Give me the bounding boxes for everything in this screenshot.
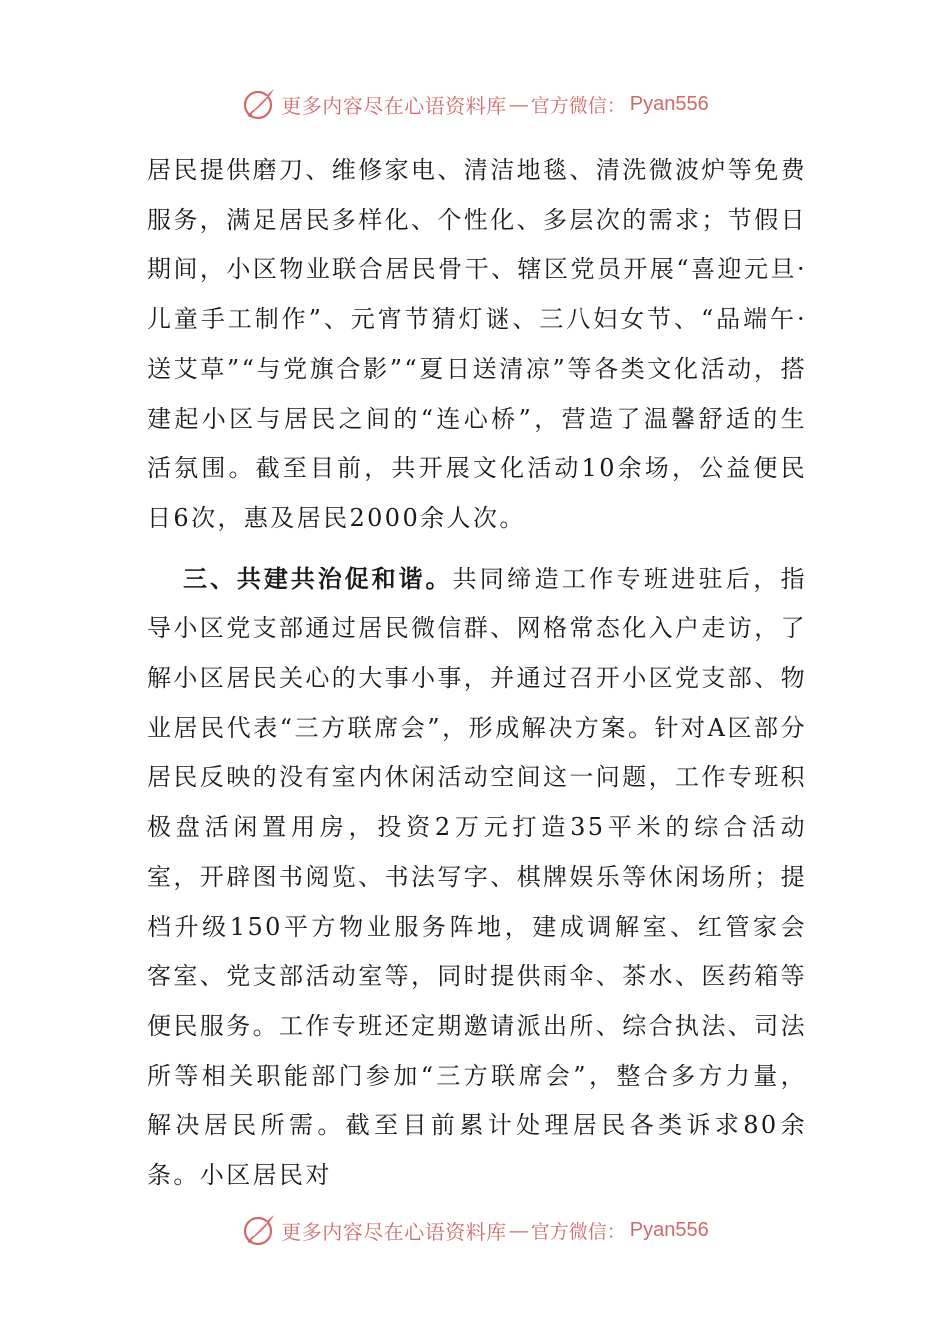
watermark-label: 官方微信：	[530, 1220, 626, 1243]
watermark-separator: —	[508, 92, 529, 116]
watermark-text: 更多内容尽在心语资料库	[281, 1219, 507, 1244]
section-heading: 三、共建共治促和谐。	[183, 564, 453, 593]
watermark-text: 更多内容尽在心语资料库	[281, 93, 507, 118]
watermark-label: 官方微信：	[530, 94, 626, 117]
paragraph-1: 居民提供磨刀、维修家电、清洁地毯、清洗微波炉等免费服务，满足居民多样化、个性化、多层次的需求；节假日期间，小区物业联合居民骨干、辖区党员开展“喜迎元旦·儿童手工制作”、元宵节猜灯谜、三八妇女节、“品端午·送艾草”“与党旗合影”“夏日送清凉”等各类文化活动，搭建起小区与居民之间的“连心桥”，营造了温馨舒适的生活氛围。截至目前，共开展文化活动10余场，公益便民日6次，惠及居民2000余人次。	[147, 156, 807, 532]
watermark-id: Pyan556	[629, 92, 709, 115]
watermark-separator: —	[508, 1218, 529, 1242]
paragraph-2-text: 共同缔造工作专班进驻后，指导小区党支部通过居民微信群、网格常态化入户走访，了解小区居民关心的大事小事，并通过召开小区党支部、物业居民代表“三方联席会”，形成解决方案。针对A区部分居民反映的没有室内休闲活动空间这一问题，工作专班积极盘活闲置用房，投资2万元打造35平米的综合活动室，开辟图书阅览、书法写字、棋牌娱乐等休闲场所；提档升级150平方物业服务阵地，建成调解室、红管家会客室、党支部活动室等，同时提供雨伞、茶水、医药箱等便民服务。工作专班还定期邀请派出所、综合执法、司法所等相关职能部门参加“三方联席会”，整合多方力量，解决居民所需。截至目前累计处理居民各类诉求80余条。小区居民对	[147, 564, 807, 1190]
watermark-id: Pyan556	[629, 1218, 709, 1241]
header-watermark	[0, 84, 950, 124]
footer-watermark	[0, 1210, 950, 1250]
document-body	[147, 146, 807, 1201]
paragraph-2	[147, 555, 807, 1201]
quill-logo-icon	[241, 86, 277, 122]
quill-logo-icon	[241, 1212, 277, 1248]
